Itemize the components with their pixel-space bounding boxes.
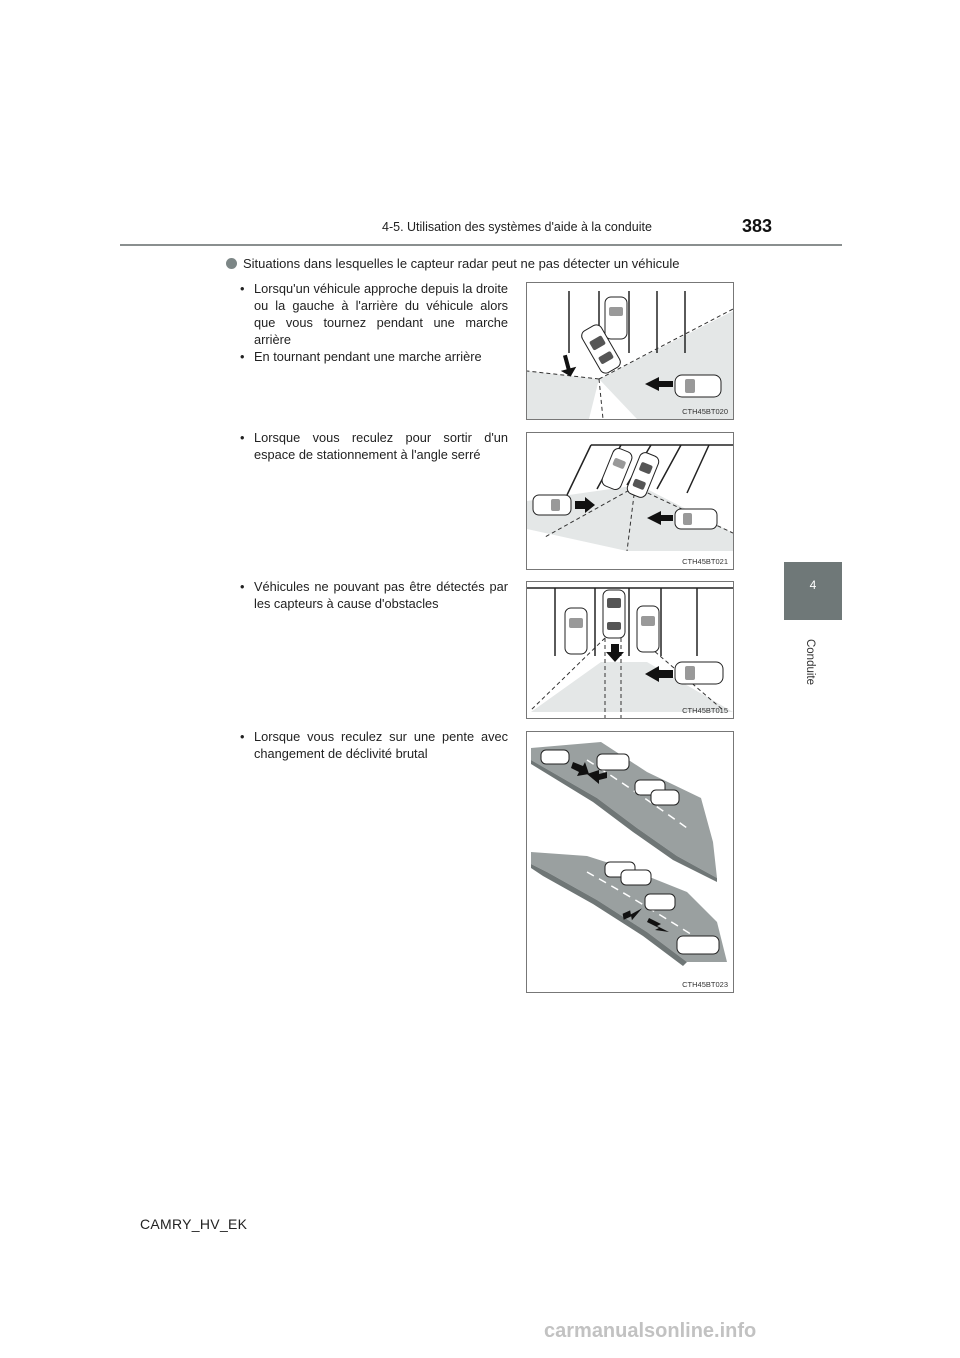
figure-code: CTH45BT015 [682, 706, 728, 715]
figure-1 [526, 282, 734, 420]
bullet-text: • Lorsque vous reculez sur une pente avec changement de déclivité brutal [240, 728, 508, 762]
figure-3 [526, 581, 734, 719]
section-intro-text: Situations dans lesquelles le capteur radar peut ne pas détecter un véhicule [243, 256, 680, 271]
footer-model-code: CAMRY_HV_EK [140, 1216, 248, 1232]
angled-parking-exit-illustration [527, 433, 733, 569]
situation-item-2 [240, 429, 508, 463]
figure-code: CTH45BT020 [682, 407, 728, 416]
figure-code: CTH45BT021 [682, 557, 728, 566]
circle-bullet-icon [226, 258, 237, 269]
situation-item-4 [240, 728, 508, 762]
bullet-text: • Lorsque vous reculez pour sortir d'un espace de stationnement à l'angle serré [240, 429, 508, 463]
bullet-text: • Lorsqu'un véhicule approche depuis la droite ou la gauche à l'arrière du véhicule alors que vous tournez pendant une marche arrière [240, 280, 508, 348]
figure-code: CTH45BT023 [682, 980, 728, 989]
header-divider [120, 244, 842, 246]
header-section-title: 4-5. Utilisation des systèmes d'aide à la conduite [382, 220, 652, 234]
watermark: carmanualsonline.info [544, 1320, 757, 1342]
page-number: 383 [742, 216, 773, 236]
figure-2 [526, 432, 734, 570]
slope-reverse-illustration [527, 732, 733, 992]
obstacle-parking-illustration [527, 582, 733, 718]
section-intro [226, 256, 680, 271]
chapter-label: Conduite [804, 638, 816, 686]
situation-item-1 [240, 280, 508, 365]
bullet-text: • En tournant pendant une marche arrière [240, 348, 508, 365]
figure-4 [526, 731, 734, 993]
bullet-text: • Véhicules ne pouvant pas être détectés par les capteurs à cause d'obstacles [240, 578, 508, 612]
situation-item-3 [240, 578, 508, 612]
parking-turn-reverse-illustration [527, 283, 733, 419]
chapter-number: 4 [809, 578, 817, 592]
